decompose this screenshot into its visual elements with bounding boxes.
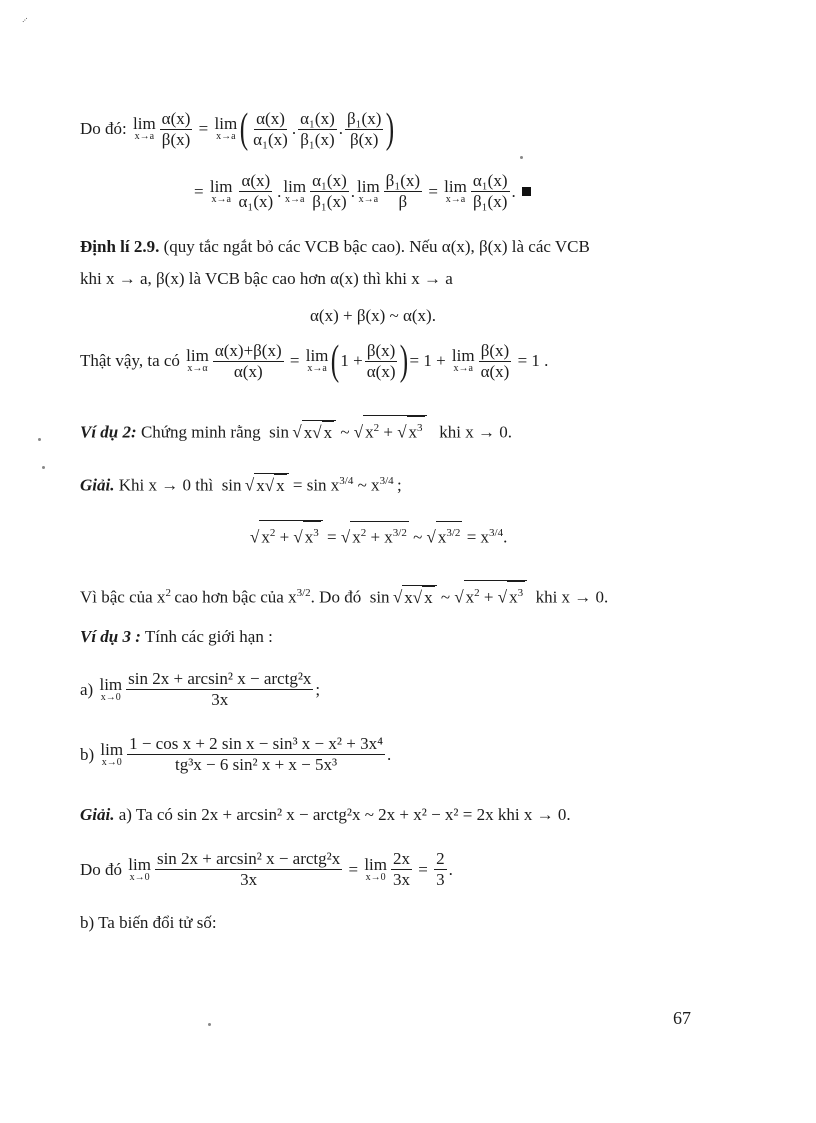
reason-line: Vì bậc của $x^2$ cao hơn bậc của $x^{3/2}$. Do đó sin √ x√ x ~ √ $x^2$ + √ $x^3$ khi x → 0. <box>80 580 608 609</box>
solution-3b: b) Ta biến đổi tử số: <box>80 913 217 932</box>
theorem-formula: α(x) + β(x) ~ α(x). <box>310 306 436 325</box>
solution-2-step: √ $x^2$ + √ $x^3$ = √ $x^2 + x^{3/2}$ ~ √ $x^{3/2} = x^{3/4}$. <box>250 520 507 549</box>
theorem-line-2: khi x → a, β(x) là VCB bậc cao hơn α(x) thì khi x → a <box>80 269 453 288</box>
end-of-proof-square <box>522 187 531 196</box>
scan-speck <box>208 1023 211 1026</box>
example-2: Ví dụ 2: Chứng minh rằng sin √ x√ x ~ √ $x^2$ + √ $x^3$ khi x → 0. <box>80 415 512 444</box>
page-number: 67 <box>673 1008 691 1028</box>
example-3a: a) lim x→0 $\frac{\text{sin 2x + arcsin² x − arctg²x}}{3x}$ ; <box>80 669 321 709</box>
scan-speck <box>38 438 41 441</box>
example-3: Ví dụ 3 : Tính các giới hạn : <box>80 627 273 646</box>
solution-3: Giải. a) Ta có sin 2x + arcsin² x − arctg²x ~ 2x + x² − x² = 2x khi x → 0. <box>80 805 571 824</box>
theorem-label: Định lí 2.9. <box>80 237 160 256</box>
solution-3-label: Giải. <box>80 805 115 824</box>
scan-speck <box>520 156 523 159</box>
corner-stamp: ... <box>17 12 29 25</box>
equation-2: = lim x→a $\frac{\alpha(x)}{\text{α₁(x)}}$ . lim x→a $\frac{\text{α₁(x)}}{\text{β₁(x)}}$ . lim x→a $\frac{\text{β₁(x)}}{\beta}$ = lim x→a $\frac{\text{α₁(x)}}{\text{β₁(x)}}$ . <box>194 172 531 211</box>
equation-1: Do đó: lim x→a $\frac{\alpha(x)}{\beta(x)}$ = lim x→a ( $\frac{\alpha(x)}{\text{α₁(x)}}$ . $\frac{\text{α₁(x)}}{\text{β₁(x)}}$ . $\frac{\text{β₁(x)}}{\beta(x)}$ ) <box>80 106 395 152</box>
example-3b: b) lim x→0 $\frac{\text{1 − cos x + 2 sin x − sin³ x − x² + 3x⁴}}{\text{tg³x − 6 sin² x + x − 5x³}}$ . <box>80 734 392 774</box>
solution-2: Giải. Khi x → 0 thì sin √ x√ $x = \sin x^{3/4}$ ~ $x^{3/4}$ ; <box>80 470 402 497</box>
example-2-label: Ví dụ 2: <box>80 422 137 442</box>
example-3-label: Ví dụ 3 : <box>80 627 141 646</box>
scan-speck <box>42 466 45 469</box>
theorem-line-1: Định lí 2.9. (quy tắc ngắt bỏ các VCB bậc cao). Nếu α(x), β(x) là các VCB <box>80 237 590 256</box>
eq1-prefix: Do đó: <box>80 119 127 138</box>
proof-line: Thật vậy, ta có lim x→α $\frac{\alpha(x)+\beta(x)}{\alpha(x)}$ = lim x→a ( 1 + $\frac{\beta(x)}{\alpha(x)}$ ) = 1 + lim x→a $\frac{\beta(x)}{\alpha(x)}$ = 1 . <box>80 338 549 384</box>
solution-3-result: Do đó lim x→0 $\frac{\text{sin 2x + arcsin² x − arctg²x}}{3x}$ = lim x→0 $\frac{2x}{3x}$ = $\frac{2}{3}$ . <box>80 849 453 889</box>
solution-2-label: Giải. <box>80 475 115 495</box>
